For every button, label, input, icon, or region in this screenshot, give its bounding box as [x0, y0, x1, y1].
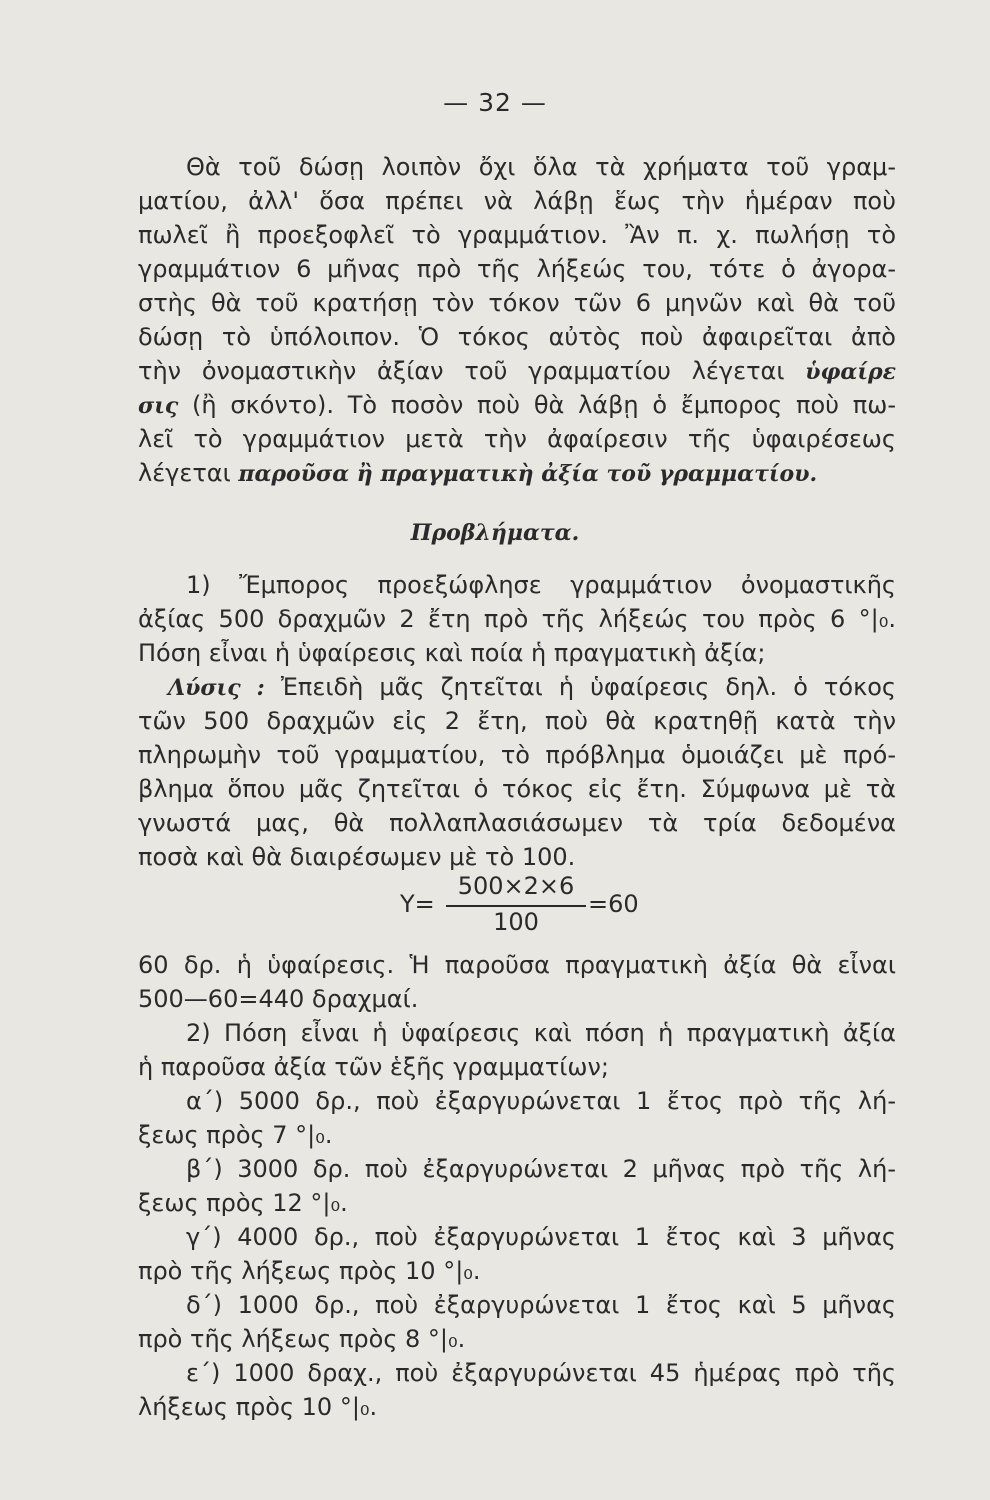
- formula: [400, 872, 640, 942]
- formula-numerator: 500×2×6: [457, 872, 575, 900]
- text-line: γραμμάτιον 6 μῆνας πρὸ τῆς λήξεώς του, τότε ὁ ἀγορα-: [138, 255, 896, 283]
- formula-lhs: Y=: [400, 890, 435, 918]
- text-line: πωλεῖ ἢ προεξοφλεῖ τὸ γραμμάτιον. Ἂν π. χ. πωλήσῃ τὸ: [138, 221, 896, 249]
- formula-rhs: =60: [588, 890, 639, 918]
- text-line: πληρωμὴν τοῦ γραμματίου, τὸ πρόβλημα ὁμοιάζει μὲ πρό-: [138, 741, 896, 769]
- text-line: [138, 354, 896, 388]
- list-item-cont: λήξεως πρὸς 10 °|₀.: [138, 1393, 378, 1421]
- list-item-cont: ξεως πρὸς 7 °|₀.: [138, 1121, 333, 1149]
- text-line: ἀξίας 500 δραχμῶν 2 ἔτη πρὸ τῆς λήξεώς του πρὸς 6 °|₀.: [138, 605, 896, 633]
- text-line: δώσῃ τὸ ὑπόλοιπον. Ὁ τόκος αὐτὸς ποὺ ἀφαιρεῖται ἀπὸ: [138, 323, 896, 351]
- text-line: τῶν 500 δραχμῶν εἰς 2 ἔτη, ποὺ θὰ κρατηθῇ κατὰ τὴν: [138, 707, 896, 735]
- text-line: 2) Πόση εἶναι ἡ ὑφαίρεσις καὶ πόση ἡ πραγματικὴ ἀξία: [186, 1019, 896, 1047]
- text-span: τὴν ὀνομαστικὴν ἀξίαν τοῦ γραμματίου λέγεται: [138, 357, 785, 385]
- intro-paragraph: [138, 150, 896, 490]
- list-item: δ΄) 1000 δρ., ποὺ ἐξαργυρώνεται 1 ἔτος καὶ 5 μῆνας: [186, 1291, 896, 1319]
- problem-2: [138, 948, 896, 1424]
- term-yfairesis: ὑφαίρε: [805, 359, 896, 385]
- list-item-cont: ξεως πρὸς 12 °|₀.: [138, 1189, 348, 1217]
- text-line: ἡ παροῦσα ἀξία τῶν ἑξῆς γραμματίων;: [138, 1053, 609, 1081]
- section-heading: Προβλήματα.: [410, 520, 580, 546]
- text-span: λέγεται: [138, 459, 231, 487]
- term-present-value: παροῦσα ἢ πραγματικὴ ἀξία τοῦ γραμματίου.: [238, 461, 818, 487]
- text-span: (ἢ σκόντο). Τὸ ποσὸν ποὺ θὰ λάβῃ ὁ ἔμπορος ποὺ πω-: [192, 391, 896, 419]
- text-line: [138, 670, 896, 704]
- list-item-cont: πρὸ τῆς λήξεως πρὸς 8 °|₀.: [138, 1325, 466, 1353]
- list-item: ε΄) 1000 δραχ., ποὺ ἐξαργυρώνεται 45 ἡμέρας πρὸ τῆς: [186, 1359, 896, 1387]
- text-line: στὴς θὰ τοῦ κρατήσῃ τὸν τόκον τῶν 6 μηνῶν καὶ θὰ τοῦ: [138, 289, 896, 317]
- page-number: — 32 —: [443, 88, 547, 117]
- text-line: [138, 456, 896, 490]
- text-line: λεῖ τὸ γραμμάτιον μετὰ τὴν ἀφαίρεσιν τῆς ὑφαιρέσεως: [138, 425, 896, 453]
- list-item: β΄) 3000 δρ. ποὺ ἐξαργυρώνεται 2 μῆνας πρὸ τῆς λή-: [186, 1155, 896, 1183]
- list-item-cont: πρὸ τῆς λήξεως πρὸς 10 °|₀.: [138, 1257, 481, 1285]
- solution-label: Λύσις :: [168, 675, 265, 701]
- list-item: γ΄) 4000 δρ., ποὺ ἐξαργυρώνεται 1 ἔτος καὶ 3 μῆνας: [186, 1223, 896, 1251]
- term-yfairesis-cont: σις: [138, 393, 179, 419]
- text-line: 60 δρ. ἡ ὑφαίρεσις. Ἡ παροῦσα πραγματικὴ ἀξία θὰ εἶναι: [138, 951, 896, 979]
- text-line: Θὰ τοῦ δώσῃ λοιπὸν ὄχι ὅλα τὰ χρήματα τοῦ γραμ-: [186, 153, 896, 181]
- formula-denominator: 100: [493, 908, 539, 936]
- text-line: [138, 388, 896, 422]
- text-line: ποσὰ καὶ θὰ διαιρέσωμεν μὲ τὸ 100.: [138, 843, 576, 871]
- text-line: ματίου, ἀλλ' ὅσα πρέπει νὰ λάβῃ ἕως τὴν ἡμέραν ποὺ: [138, 187, 896, 215]
- text-line: 500—60=440 δραχμαί.: [138, 985, 419, 1013]
- text-span: Ἐπειδὴ μᾶς ζητεῖται ἡ ὑφαίρεσις δηλ. ὁ τόκος: [280, 673, 896, 701]
- text-line: 1) Ἔμπορος προεξώφλησε γραμμάτιον ὀνομαστικῆς: [186, 571, 896, 599]
- fraction-bar: [446, 905, 586, 907]
- list-item: α΄) 5000 δρ., ποὺ ἐξαργυρώνεται 1 ἔτος πρὸ τῆς λή-: [186, 1087, 896, 1115]
- text-line: γνωστά μας, θὰ πολλαπλασιάσωμεν τὰ τρία δεδομένα: [138, 809, 896, 837]
- text-line: βλημα ὅπου μᾶς ζητεῖται ὁ τόκος εἰς ἔτη. Σύμφωνα μὲ τὰ: [138, 775, 896, 803]
- problem-1: [138, 568, 896, 874]
- text-line: Πόση εἶναι ἡ ὑφαίρεσις καὶ ποία ἡ πραγματικὴ ἀξία;: [138, 639, 766, 667]
